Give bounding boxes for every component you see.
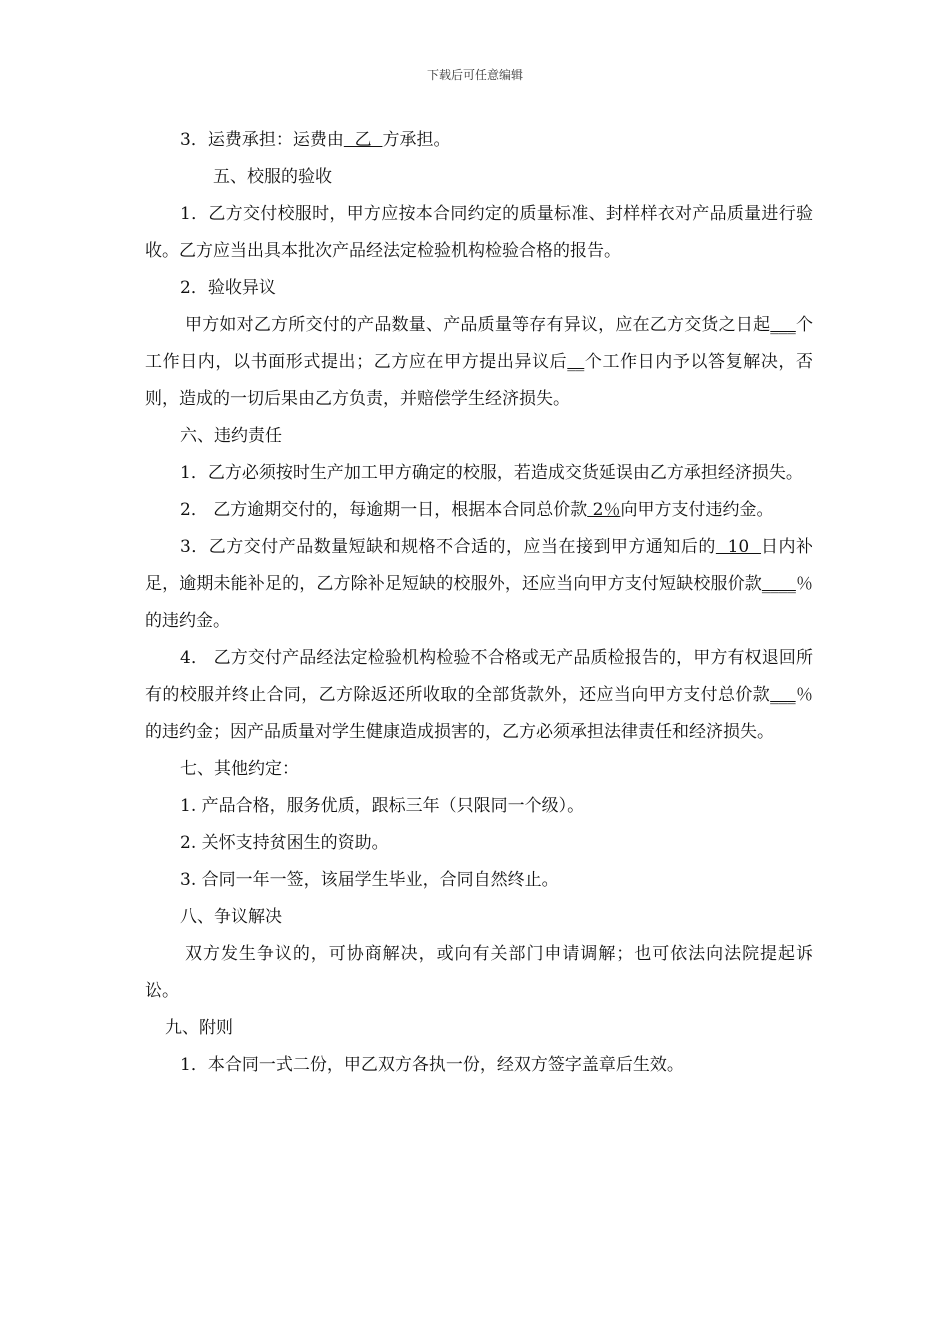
document-body <box>145 122 813 1084</box>
text-segment: 1．乙方交付校服时，甲方应按本合同约定的质量标准、封样样衣对产品质量进行验收。乙方应当出具本批次产品经法定检验机构检验合格的报告。 <box>145 204 813 261</box>
text-segment: 九、附则 <box>165 1018 233 1038</box>
underlined-blank: ___ <box>770 685 796 705</box>
text-segment: 个工作日内，以书面形式提出；乙方应在甲方提出异议后 <box>145 315 814 372</box>
text-segment: 3．乙方交付产品数量短缺和规格不合适的，应当在接到甲方通知后的 <box>180 537 716 557</box>
underlined-blank: __ <box>567 352 585 372</box>
paragraph <box>145 196 813 270</box>
paragraph <box>145 159 813 196</box>
paragraph <box>145 122 813 159</box>
paragraph <box>145 899 813 936</box>
text-segment: 七、其他约定： <box>180 759 299 779</box>
text-segment: 3. 合同一年一签，该届学生毕业，合同自然终止。 <box>180 870 559 890</box>
text-segment: 4． 乙方交付产品经法定检验机构检验不合格或无产品质检报告的，甲方有权退回所有的校服并终止合同，乙方除返还所收取的全部货款外，还应当向甲方支付总价款 <box>145 648 813 705</box>
underlined-blank: 10 <box>715 537 762 557</box>
text-segment: 1. 产品合格，服务优质，跟标三年（只限同一个级）。 <box>180 796 585 816</box>
text-segment: 八、争议解决 <box>180 907 282 927</box>
text-segment: 3．运费承担：运费由 <box>180 130 344 150</box>
underlined-blank: ____ <box>761 574 796 594</box>
paragraph <box>145 862 813 899</box>
paragraph <box>145 1010 813 1047</box>
paragraph <box>145 492 813 529</box>
paragraph <box>145 640 813 751</box>
paragraph <box>145 788 813 825</box>
text-segment: 向甲方支付违约金。 <box>620 500 774 520</box>
paragraph <box>145 825 813 862</box>
text-segment: 双方发生争议的，可协商解决，或向有关部门申请调解；也可依法向法院提起诉讼。 <box>145 944 813 1001</box>
text-segment: 五、校服的验收 <box>213 167 332 187</box>
text-segment: 2．验收异议 <box>180 278 276 298</box>
text-segment: 2. 关怀支持贫困生的资助。 <box>180 833 389 853</box>
paragraph <box>145 751 813 788</box>
paragraph <box>145 418 813 455</box>
text-segment: ％的违约金；因产品质量对学生健康造成损害的，乙方必须承担法律责任和经济损失。 <box>145 685 814 742</box>
text-segment: 1．本合同一式二份，甲乙双方各执一份，经双方签字盖章后生效。 <box>180 1055 684 1075</box>
text-segment: 1．乙方必须按时生产加工甲方确定的校服，若造成交货延误由乙方承担经济损失。 <box>180 463 803 483</box>
paragraph <box>145 529 813 640</box>
text-segment: 方承担。 <box>382 130 451 150</box>
paragraph <box>145 1047 813 1084</box>
page-header: 下载后可任意编辑 <box>426 68 523 82</box>
text-segment: ％的违约金。 <box>145 574 814 631</box>
text-segment: 日内补足，逾期未能补足的，乙方除补足短缺的校服外，还应当向甲方支付短缺校服价款 <box>145 537 813 594</box>
underlined-blank: ___ <box>770 315 796 335</box>
text-segment: 甲方如对乙方所交付的产品数量、产品质量等存有异议，应在乙方交货之日起 <box>185 315 771 335</box>
text-segment: 2． 乙方逾期交付的，每逾期一日，根据本合同总价款 <box>180 500 588 520</box>
text-segment: 六、违约责任 <box>180 426 282 446</box>
underlined-blank: 乙 <box>343 130 383 150</box>
text-segment: 个工作日内予以答复解决，否则，造成的一切后果由乙方负责，并赔偿学生经济损失。 <box>145 352 814 409</box>
paragraph <box>145 936 813 1010</box>
paragraph <box>145 455 813 492</box>
underlined-blank: 2％ <box>587 500 621 520</box>
paragraph <box>145 307 813 418</box>
paragraph <box>145 270 813 307</box>
